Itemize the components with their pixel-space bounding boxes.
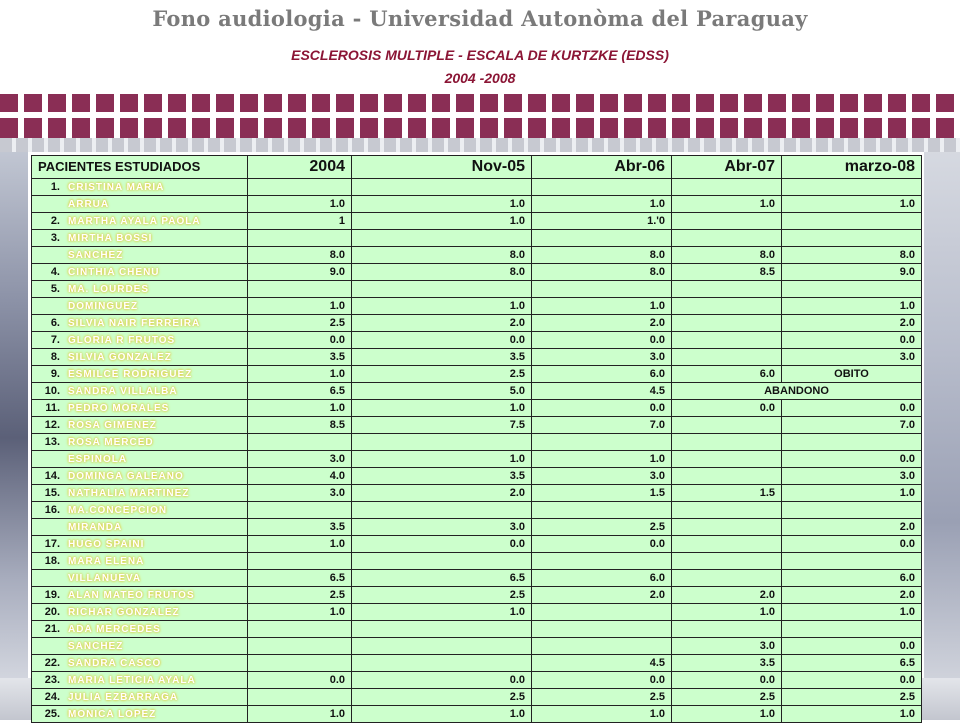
value-marzo-08: 1.0 xyxy=(782,298,922,315)
patient-cell xyxy=(32,621,248,638)
patient-name: ESPINOLA xyxy=(68,453,128,465)
value-abr-07: 1.5 xyxy=(672,485,782,502)
patient-cell xyxy=(32,196,248,213)
patient-name: MARA ELENA xyxy=(68,555,145,567)
table-row xyxy=(32,485,922,502)
patient-name: CINTHIA CHENU xyxy=(68,266,160,278)
value-nov-05 xyxy=(352,655,532,672)
value-abr-06: 4.5 xyxy=(532,383,672,400)
table-row xyxy=(32,417,922,434)
patient-cell xyxy=(32,689,248,706)
patient-cell xyxy=(32,451,248,468)
value-2004: 1.0 xyxy=(248,298,352,315)
header-patients: PACIENTES ESTUDIADOS xyxy=(32,156,248,179)
value-marzo-08: 0.0 xyxy=(782,451,922,468)
value-marzo-08: 1.0 xyxy=(782,604,922,621)
value-marzo-08 xyxy=(782,553,922,570)
value-marzo-08: 2.0 xyxy=(782,519,922,536)
value-abr-06: 0.0 xyxy=(532,400,672,417)
patient-number: 9. xyxy=(50,367,60,380)
value-abr-06 xyxy=(532,179,672,196)
table-header-row xyxy=(32,156,922,179)
value-abr-06: 2.0 xyxy=(532,587,672,604)
value-nov-05: 1.0 xyxy=(352,298,532,315)
value-marzo-08 xyxy=(782,230,922,247)
value-marzo-08: 0.0 xyxy=(782,672,922,689)
value-abr-06 xyxy=(532,230,672,247)
value-2004: 3.5 xyxy=(248,349,352,366)
value-abr-07 xyxy=(672,179,782,196)
value-abr-07: 1.0 xyxy=(672,604,782,621)
value-marzo-08: 6.5 xyxy=(782,655,922,672)
value-abr-06: 2.0 xyxy=(532,315,672,332)
value-abr-07 xyxy=(672,519,782,536)
value-abr-06: 3.0 xyxy=(532,468,672,485)
table-container xyxy=(28,152,924,720)
value-2004: 8.0 xyxy=(248,247,352,264)
value-abr-07 xyxy=(672,553,782,570)
patient-name: MONICA LOPEZ xyxy=(68,708,157,720)
value-marzo-08: ABANDONO xyxy=(672,383,922,400)
patient-cell xyxy=(32,536,248,553)
patient-name: SANCHEZ xyxy=(68,249,124,261)
film-strip-secondary-decoration xyxy=(0,138,960,152)
value-marzo-08: OBITO xyxy=(782,366,922,383)
value-abr-06: 1.0 xyxy=(532,706,672,723)
table-row xyxy=(32,553,922,570)
table-row xyxy=(32,213,922,230)
value-2004: 6.5 xyxy=(248,383,352,400)
value-abr-06: 1.0 xyxy=(532,196,672,213)
value-abr-07 xyxy=(672,451,782,468)
table-row xyxy=(32,332,922,349)
value-nov-05 xyxy=(352,434,532,451)
value-abr-07: 8.5 xyxy=(672,264,782,281)
patient-number: 2. xyxy=(50,214,60,227)
patient-cell xyxy=(32,315,248,332)
value-marzo-08: 1.0 xyxy=(782,196,922,213)
value-nov-05: 0.0 xyxy=(352,672,532,689)
value-marzo-08 xyxy=(782,213,922,230)
patient-cell xyxy=(32,264,248,281)
table-row xyxy=(32,604,922,621)
value-2004: 0.0 xyxy=(248,332,352,349)
patient-name: NATHALIA MARTINEZ xyxy=(68,487,190,499)
value-abr-07: 1.0 xyxy=(672,196,782,213)
patient-cell xyxy=(32,417,248,434)
patient-number: 12. xyxy=(44,418,60,431)
value-2004: 1.0 xyxy=(248,366,352,383)
value-abr-07 xyxy=(672,502,782,519)
patient-cell xyxy=(32,553,248,570)
value-abr-06 xyxy=(532,434,672,451)
patient-name: MARIA LETICIA AYALA xyxy=(68,674,196,686)
page-subtitle: ESCLEROSIS MULTIPLE - ESCALA DE KURTZKE (EDSS) xyxy=(291,47,669,63)
patient-number: 20. xyxy=(44,605,60,618)
value-nov-05: 2.0 xyxy=(352,485,532,502)
patient-cell xyxy=(32,349,248,366)
patient-number: 14. xyxy=(44,469,60,482)
value-nov-05 xyxy=(352,638,532,655)
value-abr-07 xyxy=(672,570,782,587)
value-nov-05 xyxy=(352,179,532,196)
table-row xyxy=(32,196,922,213)
value-nov-05: 2.0 xyxy=(352,315,532,332)
value-marzo-08 xyxy=(782,179,922,196)
edss-table xyxy=(31,155,922,723)
film-strip-decoration xyxy=(0,94,960,138)
patient-cell xyxy=(32,706,248,723)
patient-name: ARRUA xyxy=(68,198,110,210)
value-abr-07 xyxy=(672,349,782,366)
patient-cell xyxy=(32,604,248,621)
table-row xyxy=(32,570,922,587)
value-abr-07 xyxy=(672,230,782,247)
value-2004: 4.0 xyxy=(248,468,352,485)
table-row xyxy=(32,468,922,485)
table-row xyxy=(32,655,922,672)
patient-name: DOMINGA GALEANO xyxy=(68,470,184,482)
patient-number: 25. xyxy=(44,707,60,720)
table-row xyxy=(32,519,922,536)
value-marzo-08 xyxy=(782,434,922,451)
value-nov-05: 2.5 xyxy=(352,366,532,383)
value-marzo-08: 0.0 xyxy=(782,638,922,655)
value-2004 xyxy=(248,179,352,196)
value-2004: 1.0 xyxy=(248,604,352,621)
patient-number: 23. xyxy=(44,673,60,686)
patient-name: MA.CONCEPCION xyxy=(68,504,168,516)
value-2004: 3.5 xyxy=(248,519,352,536)
value-marzo-08: 9.0 xyxy=(782,264,922,281)
value-abr-06: 8.0 xyxy=(532,247,672,264)
value-abr-07 xyxy=(672,213,782,230)
table-row xyxy=(32,621,922,638)
patient-cell xyxy=(32,332,248,349)
patient-name: ESMILCE RODRIGUEZ xyxy=(68,368,193,380)
patient-number: 11. xyxy=(45,401,60,414)
patient-number: 19. xyxy=(44,588,60,601)
patient-name: DOMINGUEZ xyxy=(68,300,139,312)
value-abr-06 xyxy=(532,621,672,638)
value-abr-07 xyxy=(672,298,782,315)
patient-name: ROSA MERCED xyxy=(68,436,154,448)
value-marzo-08: 3.0 xyxy=(782,468,922,485)
patient-name: MA. LOURDES xyxy=(68,283,149,295)
value-nov-05: 1.0 xyxy=(352,400,532,417)
value-marzo-08: 0.0 xyxy=(782,536,922,553)
header-nov-05: Nov-05 xyxy=(352,156,532,179)
patient-cell xyxy=(32,400,248,417)
patient-name: RICHAR GONZALEZ xyxy=(68,606,180,618)
value-marzo-08: 7.0 xyxy=(782,417,922,434)
value-nov-05: 1.0 xyxy=(352,213,532,230)
table-row xyxy=(32,689,922,706)
table-row xyxy=(32,349,922,366)
patient-name: VILLANUEVA xyxy=(68,572,142,584)
patient-cell xyxy=(32,672,248,689)
patient-number: 4. xyxy=(50,265,60,278)
table-row xyxy=(32,264,922,281)
patient-name: MIRTHA BOSSI xyxy=(68,232,153,244)
value-2004: 6.5 xyxy=(248,570,352,587)
patient-number: 10. xyxy=(44,384,60,397)
value-2004 xyxy=(248,553,352,570)
value-abr-06: 1.0 xyxy=(532,298,672,315)
patient-number: 15. xyxy=(44,486,60,499)
table-row xyxy=(32,400,922,417)
value-abr-06 xyxy=(532,281,672,298)
patient-number: 5. xyxy=(50,282,60,295)
table-row xyxy=(32,638,922,655)
value-2004: 0.0 xyxy=(248,672,352,689)
patient-number: 13. xyxy=(44,435,60,448)
value-marzo-08: 2.0 xyxy=(782,587,922,604)
background-left-decoration xyxy=(0,130,30,690)
value-nov-05: 0.0 xyxy=(352,332,532,349)
value-abr-06 xyxy=(532,502,672,519)
value-nov-05: 3.0 xyxy=(352,519,532,536)
value-2004: 1 xyxy=(248,213,352,230)
value-2004: 2.5 xyxy=(248,587,352,604)
value-2004 xyxy=(248,434,352,451)
value-abr-06 xyxy=(532,553,672,570)
patient-number: 21. xyxy=(44,622,60,635)
value-abr-06 xyxy=(532,604,672,621)
patient-name: MARTHA AYALA PAOLA xyxy=(68,215,201,227)
value-2004: 1.0 xyxy=(248,706,352,723)
value-nov-05: 3.5 xyxy=(352,468,532,485)
value-abr-07 xyxy=(672,315,782,332)
table-row xyxy=(32,383,922,400)
value-abr-07 xyxy=(672,332,782,349)
value-abr-07: 3.5 xyxy=(672,655,782,672)
value-abr-06: 1.0 xyxy=(532,451,672,468)
value-marzo-08: 1.0 xyxy=(782,706,922,723)
header-abr-07: Abr-07 xyxy=(672,156,782,179)
patient-number: 24. xyxy=(44,690,60,703)
patient-number: 1. xyxy=(50,180,60,193)
table-row xyxy=(32,366,922,383)
value-2004: 3.0 xyxy=(248,485,352,502)
value-marzo-08: 3.0 xyxy=(782,349,922,366)
value-2004 xyxy=(248,621,352,638)
patient-name: ALAN MATEO FRUTOS xyxy=(68,589,195,601)
header-marzo-08: marzo-08 xyxy=(782,156,922,179)
patient-cell xyxy=(32,230,248,247)
value-abr-06: 2.5 xyxy=(532,689,672,706)
patient-number: 22. xyxy=(44,656,60,669)
value-abr-06: 2.5 xyxy=(532,519,672,536)
background-right-decoration xyxy=(920,130,960,690)
patient-name: SANCHEZ xyxy=(68,640,124,652)
header-2004: 2004 xyxy=(248,156,352,179)
value-nov-05: 5.0 xyxy=(352,383,532,400)
value-abr-07: 0.0 xyxy=(672,400,782,417)
patient-name: SANDRA VILLALBA xyxy=(68,385,178,397)
patient-cell xyxy=(32,570,248,587)
patient-cell xyxy=(32,468,248,485)
table-row xyxy=(32,298,922,315)
value-nov-05: 8.0 xyxy=(352,247,532,264)
value-2004: 3.0 xyxy=(248,451,352,468)
patient-cell xyxy=(32,502,248,519)
value-2004: 1.0 xyxy=(248,400,352,417)
patient-name: JULIA EZBARRAGA xyxy=(68,691,179,703)
value-abr-06: 3.0 xyxy=(532,349,672,366)
patient-cell xyxy=(32,655,248,672)
value-2004 xyxy=(248,230,352,247)
value-nov-05 xyxy=(352,281,532,298)
table-row xyxy=(32,179,922,196)
patient-cell xyxy=(32,519,248,536)
patient-cell xyxy=(32,485,248,502)
table-row xyxy=(32,247,922,264)
value-abr-07 xyxy=(672,468,782,485)
value-abr-06: 4.5 xyxy=(532,655,672,672)
patient-number: 6. xyxy=(50,316,60,329)
table-row xyxy=(32,281,922,298)
patient-cell xyxy=(32,298,248,315)
value-2004 xyxy=(248,689,352,706)
patient-name: MIRANDA xyxy=(68,521,123,533)
value-marzo-08 xyxy=(782,502,922,519)
value-abr-07: 2.0 xyxy=(672,587,782,604)
value-abr-07: 2.5 xyxy=(672,689,782,706)
patient-cell xyxy=(32,587,248,604)
value-abr-07 xyxy=(672,417,782,434)
value-marzo-08: 2.5 xyxy=(782,689,922,706)
value-nov-05: 6.5 xyxy=(352,570,532,587)
page-heading: Fono audiologia - Universidad Autonòma del Paraguay xyxy=(152,6,808,31)
value-nov-05: 1.0 xyxy=(352,706,532,723)
patient-name: HUGO SPAINI xyxy=(68,538,145,550)
value-marzo-08: 6.0 xyxy=(782,570,922,587)
table-row xyxy=(32,451,922,468)
table-row xyxy=(32,672,922,689)
patient-cell xyxy=(32,638,248,655)
table-row xyxy=(32,434,922,451)
value-2004: 2.5 xyxy=(248,315,352,332)
value-abr-07: 0.0 xyxy=(672,672,782,689)
value-marzo-08: 2.0 xyxy=(782,315,922,332)
value-abr-07: 3.0 xyxy=(672,638,782,655)
value-nov-05: 1.0 xyxy=(352,196,532,213)
patient-name: PEDRO MORALES xyxy=(68,402,170,414)
value-abr-06: 6.0 xyxy=(532,366,672,383)
value-2004 xyxy=(248,638,352,655)
value-abr-06: 7.0 xyxy=(532,417,672,434)
value-nov-05: 0.0 xyxy=(352,536,532,553)
patient-number: 18. xyxy=(44,554,60,567)
page-years: 2004 -2008 xyxy=(444,70,516,86)
patient-number: 17. xyxy=(44,537,60,550)
value-nov-05: 1.0 xyxy=(352,451,532,468)
value-abr-06: 0.0 xyxy=(532,536,672,553)
patient-name: SILVIA GONZALEZ xyxy=(68,351,172,363)
value-abr-07 xyxy=(672,536,782,553)
value-abr-06 xyxy=(532,638,672,655)
value-nov-05: 1.0 xyxy=(352,604,532,621)
value-abr-06: 0.0 xyxy=(532,332,672,349)
value-abr-06: 1.'0 xyxy=(532,213,672,230)
value-nov-05: 8.0 xyxy=(352,264,532,281)
value-abr-07: 1.0 xyxy=(672,706,782,723)
patient-cell xyxy=(32,281,248,298)
value-marzo-08: 1.0 xyxy=(782,485,922,502)
value-abr-06: 0.0 xyxy=(532,672,672,689)
patient-cell xyxy=(32,247,248,264)
value-marzo-08: 0.0 xyxy=(782,332,922,349)
value-abr-06: 1.5 xyxy=(532,485,672,502)
table-row xyxy=(32,230,922,247)
table-row xyxy=(32,536,922,553)
header-abr-06: Abr-06 xyxy=(532,156,672,179)
value-abr-07: 8.0 xyxy=(672,247,782,264)
value-abr-07: 6.0 xyxy=(672,366,782,383)
value-2004 xyxy=(248,502,352,519)
patient-cell xyxy=(32,213,248,230)
patient-cell xyxy=(32,434,248,451)
table-row xyxy=(32,502,922,519)
value-nov-05 xyxy=(352,553,532,570)
value-2004: 9.0 xyxy=(248,264,352,281)
value-marzo-08 xyxy=(782,281,922,298)
value-marzo-08 xyxy=(782,621,922,638)
value-nov-05: 7.5 xyxy=(352,417,532,434)
value-2004: 1.0 xyxy=(248,196,352,213)
patient-cell xyxy=(32,179,248,196)
value-marzo-08: 8.0 xyxy=(782,247,922,264)
value-2004: 8.5 xyxy=(248,417,352,434)
patient-name: SILVIA NAIR FERREIRA xyxy=(68,317,201,329)
value-nov-05: 2.5 xyxy=(352,587,532,604)
value-2004: 1.0 xyxy=(248,536,352,553)
patient-cell xyxy=(32,366,248,383)
table-row xyxy=(32,587,922,604)
value-abr-06: 6.0 xyxy=(532,570,672,587)
value-nov-05 xyxy=(352,230,532,247)
patient-name: ROSA GIMENEZ xyxy=(68,419,157,431)
table-row xyxy=(32,706,922,723)
value-2004 xyxy=(248,281,352,298)
patient-name: SANDRA CASCO xyxy=(68,657,162,669)
patient-cell xyxy=(32,383,248,400)
patient-number: 16. xyxy=(44,503,60,516)
value-marzo-08: 0.0 xyxy=(782,400,922,417)
value-abr-06: 8.0 xyxy=(532,264,672,281)
patient-name: GLORIA R FRUTOS xyxy=(68,334,176,346)
table-row xyxy=(32,315,922,332)
patient-number: 8. xyxy=(50,350,60,363)
value-abr-07 xyxy=(672,281,782,298)
patient-name: CRISTINA MARIA xyxy=(68,181,165,193)
value-nov-05: 2.5 xyxy=(352,689,532,706)
value-nov-05: 3.5 xyxy=(352,349,532,366)
value-nov-05 xyxy=(352,502,532,519)
patient-name: ADA MERCEDES xyxy=(68,623,161,635)
value-2004 xyxy=(248,655,352,672)
value-abr-07 xyxy=(672,621,782,638)
patient-number: 7. xyxy=(50,333,60,346)
value-nov-05 xyxy=(352,621,532,638)
patient-number: 3. xyxy=(50,231,60,244)
value-abr-07 xyxy=(672,434,782,451)
